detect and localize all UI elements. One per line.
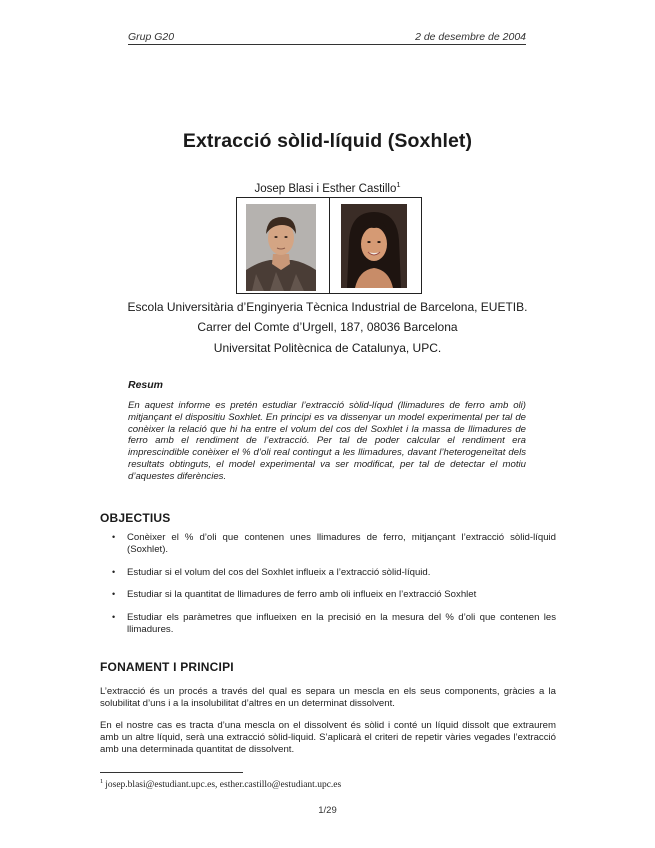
list-item: • Conèixer el % d’oli que contenen unes llimadures de ferro, mitjançant l’extracció sòlid-líquid (Soxhlet). — [112, 532, 556, 555]
abstract-heading: Resum — [128, 379, 164, 391]
list-item: • Estudiar si el volum del cos del Soxhlet influeix a l’extracció sòlid-líquid. — [112, 566, 431, 578]
bullet-icon: • — [112, 612, 116, 623]
footnote-text: josep.blasi@estudiant.upc.es, esther.castillo@estudiant.upc.es — [105, 780, 342, 791]
author-names: Josep Blasi i Esther Castillo — [254, 182, 397, 195]
affiliation-line-1: Escola Universitària d’Enginyeria Tècnica Industrial de Barcelona, EUETIB. — [127, 300, 528, 314]
footnote-rule — [100, 772, 243, 773]
author-photos — [236, 197, 422, 294]
objectives-list — [100, 532, 556, 647]
author-photo-cell-2 — [329, 198, 421, 293]
section-heading-fonament: FONAMENT I PRINCIPI — [100, 660, 234, 674]
affiliation-line-3: Universitat Politècnica de Catalunya, UPC. — [213, 341, 442, 355]
list-item: • Estudiar si la quantitat de llimadures de ferro amb oli influeix en l’extracció Soxhlet — [112, 589, 477, 601]
author-footnote-mark: 1 — [396, 180, 401, 189]
bullet-icon: • — [112, 566, 116, 577]
header-group: Grup G20 — [128, 31, 175, 43]
paragraph-1: L’extracció és un procés a través del qual es separa un mescla en els seus components, gràcies a la solubilitat d’uns i a la insolubilitat d’altres en un determinat dissolvent. — [100, 686, 556, 709]
page-number: 1/29 — [318, 805, 337, 816]
authors-line — [0, 180, 655, 195]
paper-title: Extracció sòlid-líquid (Soxhlet) — [182, 130, 473, 152]
header-date: 2 de desembre de 2004 — [415, 31, 526, 43]
author-photo-cell-1 — [237, 198, 329, 293]
author-photo-josep — [246, 204, 316, 291]
running-header — [128, 31, 526, 45]
author-photo-esther — [341, 204, 407, 288]
bullet-icon: • — [112, 589, 116, 600]
list-item: • Estudiar els paràmetres que influeixen en la precisió en la mesura del % d’oli que contenen les llimadures. — [112, 612, 556, 635]
bullet-icon: • — [112, 532, 116, 542]
paragraph-2: En el nostre cas es tracta d’una mescla on el dissolvent és sòlid i conté un líquid dissolt que extraurem amb un altre líquid, serà una extracció sòlid-liquid. S’aplicarà el criteri de repetir vàries vegades l’extracció amb una determinada quantitat de dissolvent. — [100, 720, 556, 755]
footnote-mark: 1 — [100, 778, 104, 785]
abstract-text: En aquest informe es pretén estudiar l’extracció sòlid-líqud (llimadures de ferro amb oli) mitjançant el dispositiu Soxhlet. En principi es va dissenyar un model experimental per tal de conèixer la relació que hi ha entre el volum del cos del Soxhlet i la massa de llimadures de ferro amb el rendiment de l’extracció. Per tal de poder calcular el rendiment era imprescindible conèixer el % d’oli real contingut a les llimadures, davant l’heterogeneïtat dels resultats obtinguts, el model experimental va ser modificat, per tal de detectar el motiu d’aquestes diferències. — [128, 400, 526, 482]
section-heading-objectius: OBJECTIUS — [100, 511, 171, 525]
affiliation-line-2: Carrer del Comte d’Urgell, 187, 08036 Barcelona — [197, 320, 458, 334]
footnote — [100, 778, 341, 790]
